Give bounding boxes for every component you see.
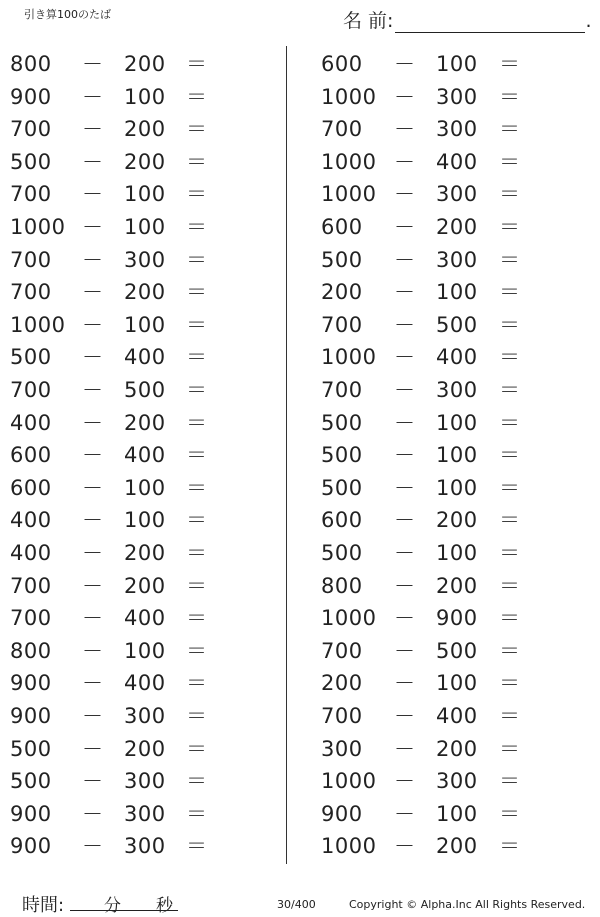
minus-sign: － bbox=[394, 704, 416, 728]
subtrahend: 200 bbox=[436, 215, 478, 239]
minuend: 200 bbox=[321, 280, 363, 305]
minus-sign: － bbox=[394, 280, 416, 305]
minuend: 700 bbox=[10, 573, 52, 598]
equals-sign: ＝ bbox=[186, 769, 208, 794]
equals-sign: ＝ bbox=[186, 117, 208, 142]
equals-sign: ＝ bbox=[186, 541, 208, 565]
minuend: 900 bbox=[10, 84, 52, 109]
minus-sign: － bbox=[394, 312, 416, 337]
equals-sign: ＝ bbox=[186, 475, 208, 500]
subtrahend: 500 bbox=[436, 312, 478, 337]
minus-sign: － bbox=[394, 117, 416, 142]
minuend: 500 bbox=[10, 149, 52, 174]
seconds-label: 秒 bbox=[156, 896, 173, 916]
minus-sign: － bbox=[394, 736, 416, 761]
minuend: 300 bbox=[321, 736, 363, 761]
equals-sign: ＝ bbox=[499, 345, 521, 370]
subtrahend: 300 bbox=[436, 117, 478, 142]
subtrahend: 200 bbox=[124, 573, 166, 598]
subtrahend: 100 bbox=[436, 52, 478, 76]
subtrahend: 500 bbox=[124, 378, 166, 402]
copyright-notice: Copyright © Alpha.Inc All Rights Reserved. bbox=[349, 898, 586, 911]
equals-sign: ＝ bbox=[186, 573, 208, 598]
minuend: 700 bbox=[10, 182, 52, 207]
minuend: 500 bbox=[321, 541, 363, 565]
equals-sign: ＝ bbox=[499, 704, 521, 728]
minus-sign: － bbox=[394, 443, 416, 468]
minuend: 700 bbox=[10, 117, 52, 142]
subtrahend: 200 bbox=[436, 834, 478, 859]
minuend: 700 bbox=[321, 638, 363, 663]
minuend: 1000 bbox=[321, 345, 377, 370]
minus-sign: － bbox=[394, 378, 416, 402]
minus-sign: － bbox=[394, 215, 416, 239]
subtrahend: 100 bbox=[436, 443, 478, 468]
equals-sign: ＝ bbox=[186, 215, 208, 239]
equals-sign: ＝ bbox=[499, 541, 521, 565]
equals-sign: ＝ bbox=[499, 378, 521, 402]
minuend: 600 bbox=[321, 52, 363, 76]
minus-sign: － bbox=[82, 736, 104, 761]
subtrahend: 400 bbox=[124, 443, 166, 468]
minus-sign: － bbox=[82, 801, 104, 826]
equals-sign: ＝ bbox=[186, 84, 208, 109]
minuend: 700 bbox=[10, 280, 52, 305]
minutes-label: 分 bbox=[104, 896, 121, 916]
equals-sign: ＝ bbox=[186, 834, 208, 859]
minuend: 600 bbox=[10, 475, 52, 500]
subtrahend: 200 bbox=[124, 410, 166, 435]
equals-sign: ＝ bbox=[499, 736, 521, 761]
subtrahend: 100 bbox=[124, 475, 166, 500]
equals-sign: ＝ bbox=[499, 769, 521, 794]
minuend: 600 bbox=[10, 443, 52, 468]
equals-sign: ＝ bbox=[499, 638, 521, 663]
minus-sign: － bbox=[394, 149, 416, 174]
equals-sign: ＝ bbox=[499, 443, 521, 468]
subtrahend: 300 bbox=[124, 704, 166, 728]
subtrahend: 200 bbox=[124, 736, 166, 761]
minuend: 700 bbox=[321, 704, 363, 728]
minuend: 700 bbox=[321, 312, 363, 337]
equals-sign: ＝ bbox=[186, 410, 208, 435]
subtrahend: 400 bbox=[436, 704, 478, 728]
subtrahend: 400 bbox=[124, 345, 166, 370]
subtrahend: 200 bbox=[124, 541, 166, 565]
page-number: 30/400 bbox=[277, 898, 316, 911]
subtrahend: 400 bbox=[124, 606, 166, 631]
minus-sign: － bbox=[82, 378, 104, 402]
minuend: 500 bbox=[10, 345, 52, 370]
minus-sign: － bbox=[82, 312, 104, 337]
subtrahend: 300 bbox=[436, 84, 478, 109]
equals-sign: ＝ bbox=[499, 508, 521, 533]
time-label: 時間: bbox=[22, 895, 65, 916]
subtrahend: 200 bbox=[436, 508, 478, 533]
minuend: 400 bbox=[10, 541, 52, 565]
minus-sign: － bbox=[82, 117, 104, 142]
minuend: 800 bbox=[10, 638, 52, 663]
minus-sign: － bbox=[82, 215, 104, 239]
name-label: 名 前: bbox=[343, 10, 394, 32]
subtrahend: 200 bbox=[436, 573, 478, 598]
subtrahend: 100 bbox=[436, 671, 478, 696]
minus-sign: － bbox=[82, 52, 104, 76]
minuend: 700 bbox=[321, 378, 363, 402]
minuend: 900 bbox=[321, 801, 363, 826]
minus-sign: － bbox=[394, 52, 416, 76]
minuend: 1000 bbox=[321, 84, 377, 109]
equals-sign: ＝ bbox=[499, 215, 521, 239]
minus-sign: － bbox=[394, 475, 416, 500]
minus-sign: － bbox=[82, 508, 104, 533]
equals-sign: ＝ bbox=[499, 280, 521, 305]
minuend: 800 bbox=[321, 573, 363, 598]
equals-sign: ＝ bbox=[186, 378, 208, 402]
equals-sign: ＝ bbox=[186, 345, 208, 370]
minuend: 1000 bbox=[321, 149, 377, 174]
equals-sign: ＝ bbox=[499, 149, 521, 174]
minuend: 400 bbox=[10, 508, 52, 533]
minus-sign: － bbox=[394, 182, 416, 207]
equals-sign: ＝ bbox=[186, 312, 208, 337]
minuend: 400 bbox=[10, 410, 52, 435]
minus-sign: － bbox=[82, 345, 104, 370]
minus-sign: － bbox=[394, 671, 416, 696]
minuend: 500 bbox=[321, 443, 363, 468]
subtrahend: 300 bbox=[436, 182, 478, 207]
minus-sign: － bbox=[394, 345, 416, 370]
subtrahend: 100 bbox=[124, 638, 166, 663]
minuend: 1000 bbox=[10, 215, 66, 239]
minuend: 600 bbox=[321, 508, 363, 533]
subtrahend: 200 bbox=[124, 149, 166, 174]
minus-sign: － bbox=[82, 84, 104, 109]
subtrahend: 300 bbox=[124, 769, 166, 794]
equals-sign: ＝ bbox=[499, 475, 521, 500]
minus-sign: － bbox=[394, 541, 416, 565]
minuend: 900 bbox=[10, 671, 52, 696]
equals-sign: ＝ bbox=[499, 834, 521, 859]
equals-sign: ＝ bbox=[186, 801, 208, 826]
equals-sign: ＝ bbox=[499, 312, 521, 337]
minus-sign: － bbox=[82, 280, 104, 305]
minus-sign: － bbox=[394, 508, 416, 533]
minus-sign: － bbox=[394, 834, 416, 859]
subtrahend: 900 bbox=[436, 606, 478, 631]
equals-sign: ＝ bbox=[499, 84, 521, 109]
subtrahend: 300 bbox=[124, 834, 166, 859]
subtrahend: 300 bbox=[436, 247, 478, 272]
equals-sign: ＝ bbox=[499, 801, 521, 826]
equals-sign: ＝ bbox=[186, 606, 208, 631]
equals-sign: ＝ bbox=[186, 736, 208, 761]
subtrahend: 100 bbox=[436, 541, 478, 565]
minus-sign: － bbox=[82, 541, 104, 565]
minus-sign: － bbox=[82, 149, 104, 174]
equals-sign: ＝ bbox=[186, 247, 208, 272]
equals-sign: ＝ bbox=[499, 573, 521, 598]
subtrahend: 200 bbox=[436, 736, 478, 761]
subtrahend: 200 bbox=[124, 52, 166, 76]
subtrahend: 100 bbox=[124, 84, 166, 109]
equals-sign: ＝ bbox=[186, 671, 208, 696]
equals-sign: ＝ bbox=[499, 52, 521, 76]
subtrahend: 200 bbox=[124, 280, 166, 305]
subtrahend: 100 bbox=[436, 801, 478, 826]
equals-sign: ＝ bbox=[499, 247, 521, 272]
subtrahend: 300 bbox=[124, 247, 166, 272]
subtrahend: 100 bbox=[124, 312, 166, 337]
column-divider bbox=[286, 46, 287, 864]
minus-sign: － bbox=[394, 247, 416, 272]
equals-sign: ＝ bbox=[186, 182, 208, 207]
minuend: 1000 bbox=[10, 312, 66, 337]
subtrahend: 100 bbox=[436, 410, 478, 435]
equals-sign: ＝ bbox=[499, 182, 521, 207]
minuend: 700 bbox=[10, 378, 52, 402]
minuend: 900 bbox=[10, 834, 52, 859]
minus-sign: － bbox=[394, 638, 416, 663]
minuend: 700 bbox=[321, 117, 363, 142]
equals-sign: ＝ bbox=[186, 52, 208, 76]
minus-sign: － bbox=[82, 443, 104, 468]
subtrahend: 100 bbox=[436, 280, 478, 305]
minus-sign: － bbox=[82, 573, 104, 598]
subtrahend: 300 bbox=[124, 801, 166, 826]
minus-sign: － bbox=[82, 475, 104, 500]
minus-sign: － bbox=[82, 410, 104, 435]
equals-sign: ＝ bbox=[499, 671, 521, 696]
minuend: 700 bbox=[10, 247, 52, 272]
minuend: 1000 bbox=[321, 769, 377, 794]
equals-sign: ＝ bbox=[186, 704, 208, 728]
minus-sign: － bbox=[394, 769, 416, 794]
minuend: 1000 bbox=[321, 834, 377, 859]
minus-sign: － bbox=[394, 410, 416, 435]
minuend: 1000 bbox=[321, 182, 377, 207]
equals-sign: ＝ bbox=[186, 638, 208, 663]
minus-sign: － bbox=[82, 606, 104, 631]
name-field bbox=[343, 6, 592, 33]
minus-sign: － bbox=[82, 247, 104, 272]
equals-sign: ＝ bbox=[499, 410, 521, 435]
minuend: 500 bbox=[321, 247, 363, 272]
subtrahend: 400 bbox=[124, 671, 166, 696]
subtrahend: 300 bbox=[436, 769, 478, 794]
minuend: 700 bbox=[10, 606, 52, 631]
name-end-mark: . bbox=[585, 10, 592, 32]
subtrahend: 200 bbox=[124, 117, 166, 142]
equals-sign: ＝ bbox=[499, 606, 521, 631]
minuend: 500 bbox=[10, 769, 52, 794]
subtrahend: 100 bbox=[436, 475, 478, 500]
name-blank-line bbox=[395, 14, 585, 33]
minus-sign: － bbox=[394, 606, 416, 631]
minus-sign: － bbox=[82, 834, 104, 859]
minus-sign: － bbox=[82, 671, 104, 696]
equals-sign: ＝ bbox=[186, 149, 208, 174]
equals-sign: ＝ bbox=[499, 117, 521, 142]
minus-sign: － bbox=[394, 84, 416, 109]
subtrahend: 400 bbox=[436, 345, 478, 370]
minuend: 800 bbox=[10, 52, 52, 76]
subtrahend: 300 bbox=[436, 378, 478, 402]
minus-sign: － bbox=[82, 182, 104, 207]
minus-sign: － bbox=[82, 769, 104, 794]
worksheet-title: 引き算100のたば bbox=[24, 8, 111, 21]
minuend: 500 bbox=[321, 475, 363, 500]
minuend: 600 bbox=[321, 215, 363, 239]
minus-sign: － bbox=[82, 638, 104, 663]
minuend: 900 bbox=[10, 801, 52, 826]
minuend: 500 bbox=[10, 736, 52, 761]
minuend: 900 bbox=[10, 704, 52, 728]
minus-sign: － bbox=[394, 801, 416, 826]
subtrahend: 400 bbox=[436, 149, 478, 174]
minuend: 200 bbox=[321, 671, 363, 696]
subtrahend: 100 bbox=[124, 508, 166, 533]
subtrahend: 100 bbox=[124, 182, 166, 207]
minuend: 1000 bbox=[321, 606, 377, 631]
minuend: 500 bbox=[321, 410, 363, 435]
subtrahend: 100 bbox=[124, 215, 166, 239]
equals-sign: ＝ bbox=[186, 280, 208, 305]
minus-sign: － bbox=[82, 704, 104, 728]
minus-sign: － bbox=[394, 573, 416, 598]
subtrahend: 500 bbox=[436, 638, 478, 663]
equals-sign: ＝ bbox=[186, 443, 208, 468]
equals-sign: ＝ bbox=[186, 508, 208, 533]
